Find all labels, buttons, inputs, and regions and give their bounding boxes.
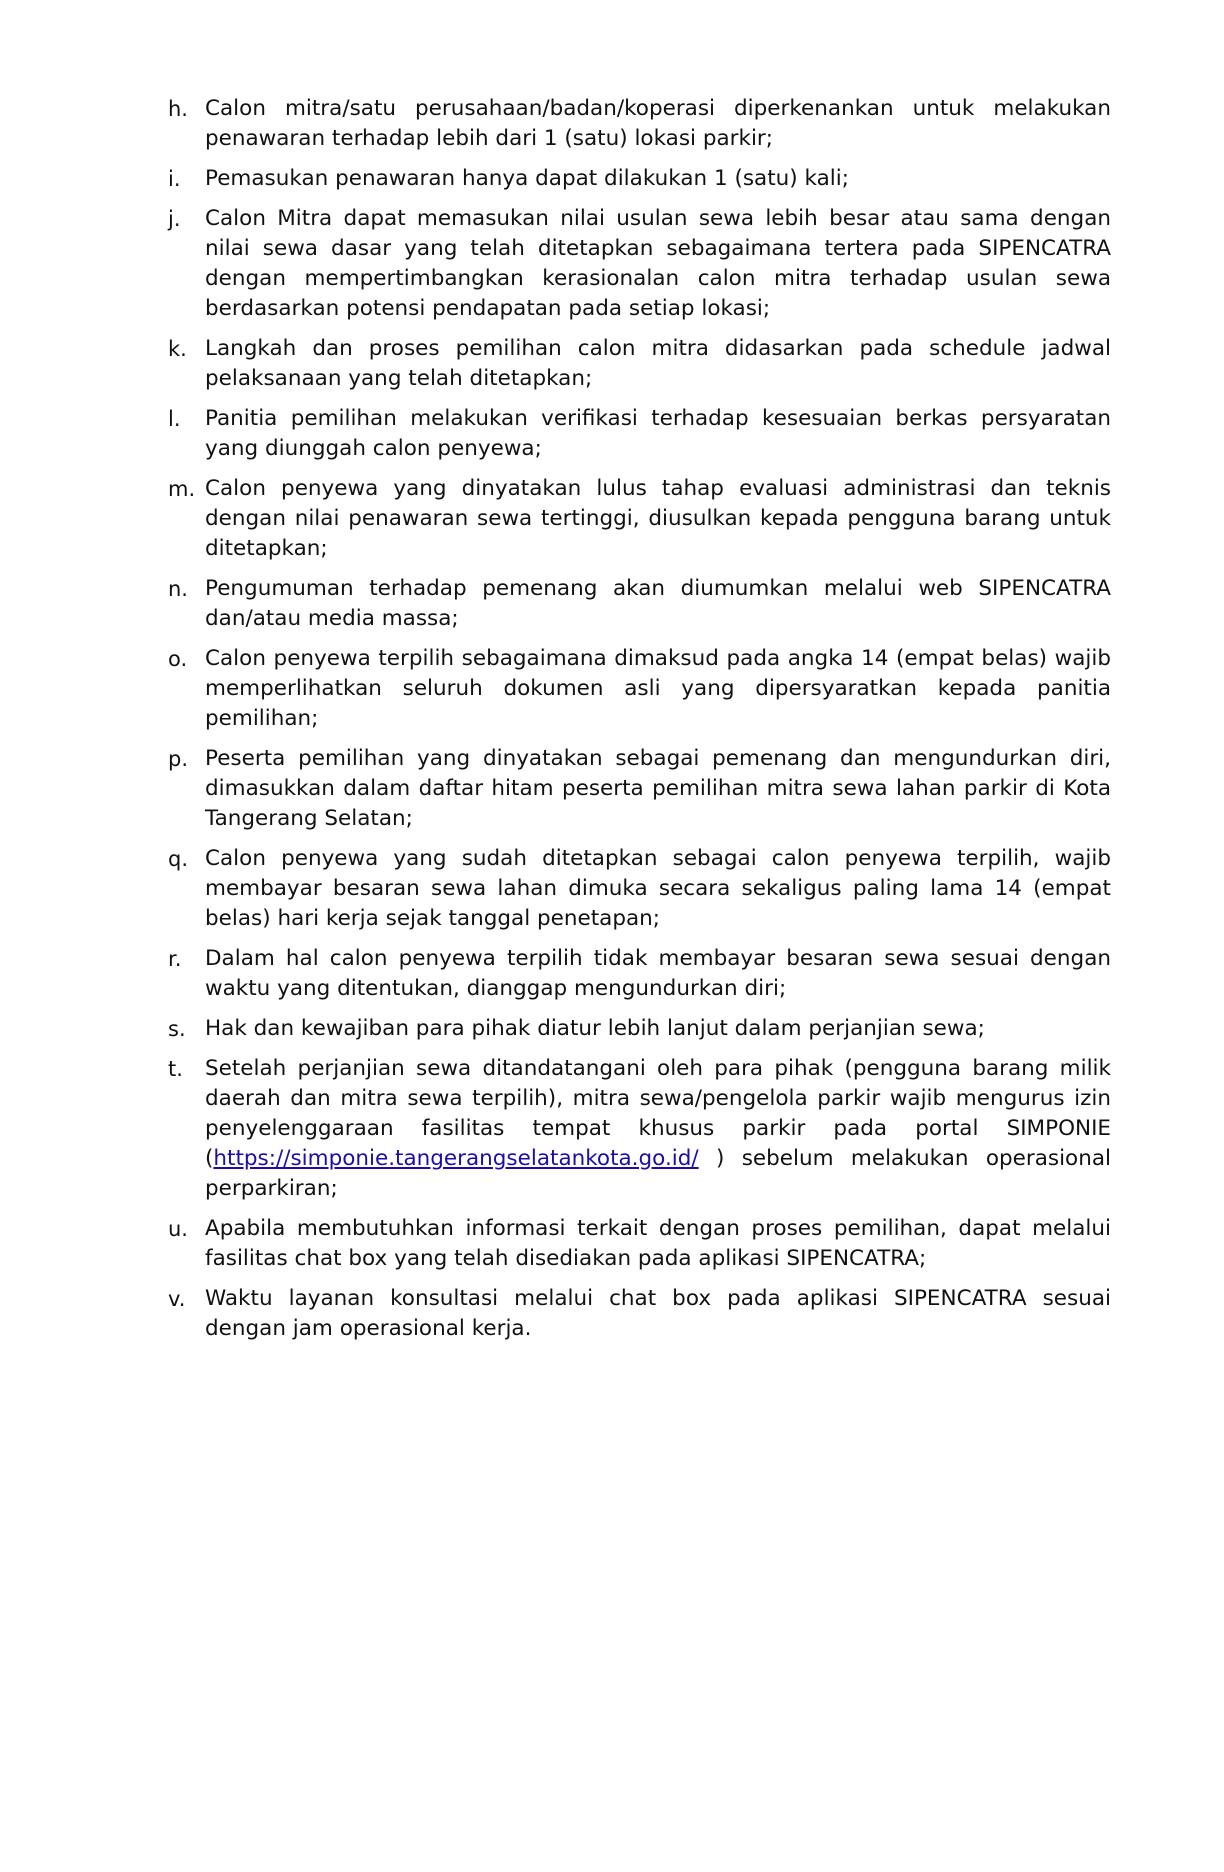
list-item xyxy=(168,1284,1111,1344)
list-item xyxy=(168,334,1111,394)
list-marker: j. xyxy=(168,207,181,231)
list-marker: s. xyxy=(168,1017,186,1041)
list-marker: k. xyxy=(168,337,187,361)
list-item-text: Hak dan kewajiban para pihak diatur lebih lanjut dalam perjanjian sewa; xyxy=(205,1016,985,1041)
list-item-text: Panitia pemilihan melakukan verifikasi terhadap kesesuaian berkas persyaratan yang diunggah calon penyewa; xyxy=(205,406,1111,461)
list-item xyxy=(168,204,1111,324)
list-item xyxy=(168,844,1111,934)
list-item xyxy=(168,164,1111,194)
list-item-text: Calon mitra/satu perusahaan/badan/koperasi diperkenankan untuk melakukan penawaran terhadap lebih dari 1 (satu) lokasi parkir; xyxy=(205,96,1111,151)
list-item-text: Apabila membutuhkan informasi terkait dengan proses pemilihan, dapat melalui fasilitas chat box yang telah disediakan pada aplikasi SIPENCATRA; xyxy=(205,1216,1111,1271)
simponie-link[interactable]: https://simponie.tangerangselatankota.go.id/ xyxy=(213,1146,699,1171)
list-item xyxy=(168,1054,1111,1204)
list-item xyxy=(168,1214,1111,1274)
list-item xyxy=(168,944,1111,1004)
list-item-text xyxy=(205,1054,1111,1204)
list-item-text: Calon Mitra dapat memasukan nilai usulan sewa lebih besar atau sama dengan nilai sewa dasar yang telah ditetapkan sebagaimana tertera pada SIPENCATRA dengan mempertimbangkan kerasionalan calon mitra terhadap usulan sewa berdasarkan potensi pendapatan pada setiap lokasi; xyxy=(205,206,1111,321)
list-marker: o. xyxy=(168,647,188,671)
list-marker: r. xyxy=(168,947,182,971)
list-item xyxy=(168,744,1111,834)
terms-list xyxy=(168,94,1111,1354)
list-marker: q. xyxy=(168,847,189,871)
list-marker: p. xyxy=(168,747,189,771)
list-item-text: Calon penyewa terpilih sebagaimana dimaksud pada angka 14 (empat belas) wajib memperlihatkan seluruh dokumen asli yang dipersyaratkan kepada panitia pemilihan; xyxy=(205,646,1111,731)
list-marker: h. xyxy=(168,97,188,121)
list-item xyxy=(168,574,1111,634)
list-marker: v. xyxy=(168,1287,186,1311)
list-item xyxy=(168,404,1111,464)
list-item xyxy=(168,644,1111,734)
list-marker: m. xyxy=(168,477,196,501)
list-item xyxy=(168,1014,1111,1044)
list-marker: l. xyxy=(168,407,181,431)
list-item-text: Calon penyewa yang dinyatakan lulus tahap evaluasi administrasi dan teknis dengan nilai penawaran sewa tertinggi, diusulkan kepada pengguna barang untuk ditetapkan; xyxy=(205,476,1111,561)
list-item-text: Calon penyewa yang sudah ditetapkan sebagai calon penyewa terpilih, wajib membayar besaran sewa lahan dimuka secara sekaligus paling lama 14 (empat belas) hari kerja sejak tanggal penetapan; xyxy=(205,846,1111,931)
list-item-text: Langkah dan proses pemilihan calon mitra didasarkan pada schedule jadwal pelaksanaan yang telah ditetapkan; xyxy=(205,336,1111,391)
list-marker: i. xyxy=(168,167,181,191)
list-item-text: Waktu layanan konsultasi melalui chat box pada aplikasi SIPENCATRA sesuai dengan jam operasional kerja. xyxy=(205,1286,1111,1341)
list-item-text-part: Setelah perjanjian sewa ditandatangani oleh para pihak (pengguna barang milik daerah dan mitra sewa terpilih), mitra sewa/pengelola parkir wajib mengurus izin penyelenggaraan fasilitas tempat khusus parkir pada portal SIMPONIE ( xyxy=(205,1056,1111,1171)
list-item-text: Pengumuman terhadap pemenang akan diumumkan melalui web SIPENCATRA dan/atau media massa; xyxy=(205,576,1111,631)
list-item xyxy=(168,94,1111,154)
list-item-text: Dalam hal calon penyewa terpilih tidak membayar besaran sewa sesuai dengan waktu yang ditentukan, dianggap mengundurkan diri; xyxy=(205,946,1111,1001)
list-item-text: Pemasukan penawaran hanya dapat dilakukan 1 (satu) kali; xyxy=(205,166,849,191)
list-marker: u. xyxy=(168,1217,188,1241)
list-item xyxy=(168,474,1111,564)
list-marker: t. xyxy=(168,1057,183,1081)
list-marker: n. xyxy=(168,577,188,601)
list-item-text-part: ) sebelum melakukan operasional perparkiran; xyxy=(205,1146,1111,1201)
list-item-text: Peserta pemilihan yang dinyatakan sebagai pemenang dan mengundurkan diri, dimasukkan dalam daftar hitam peserta pemilihan mitra sewa lahan parkir di Kota Tangerang Selatan; xyxy=(205,746,1111,831)
